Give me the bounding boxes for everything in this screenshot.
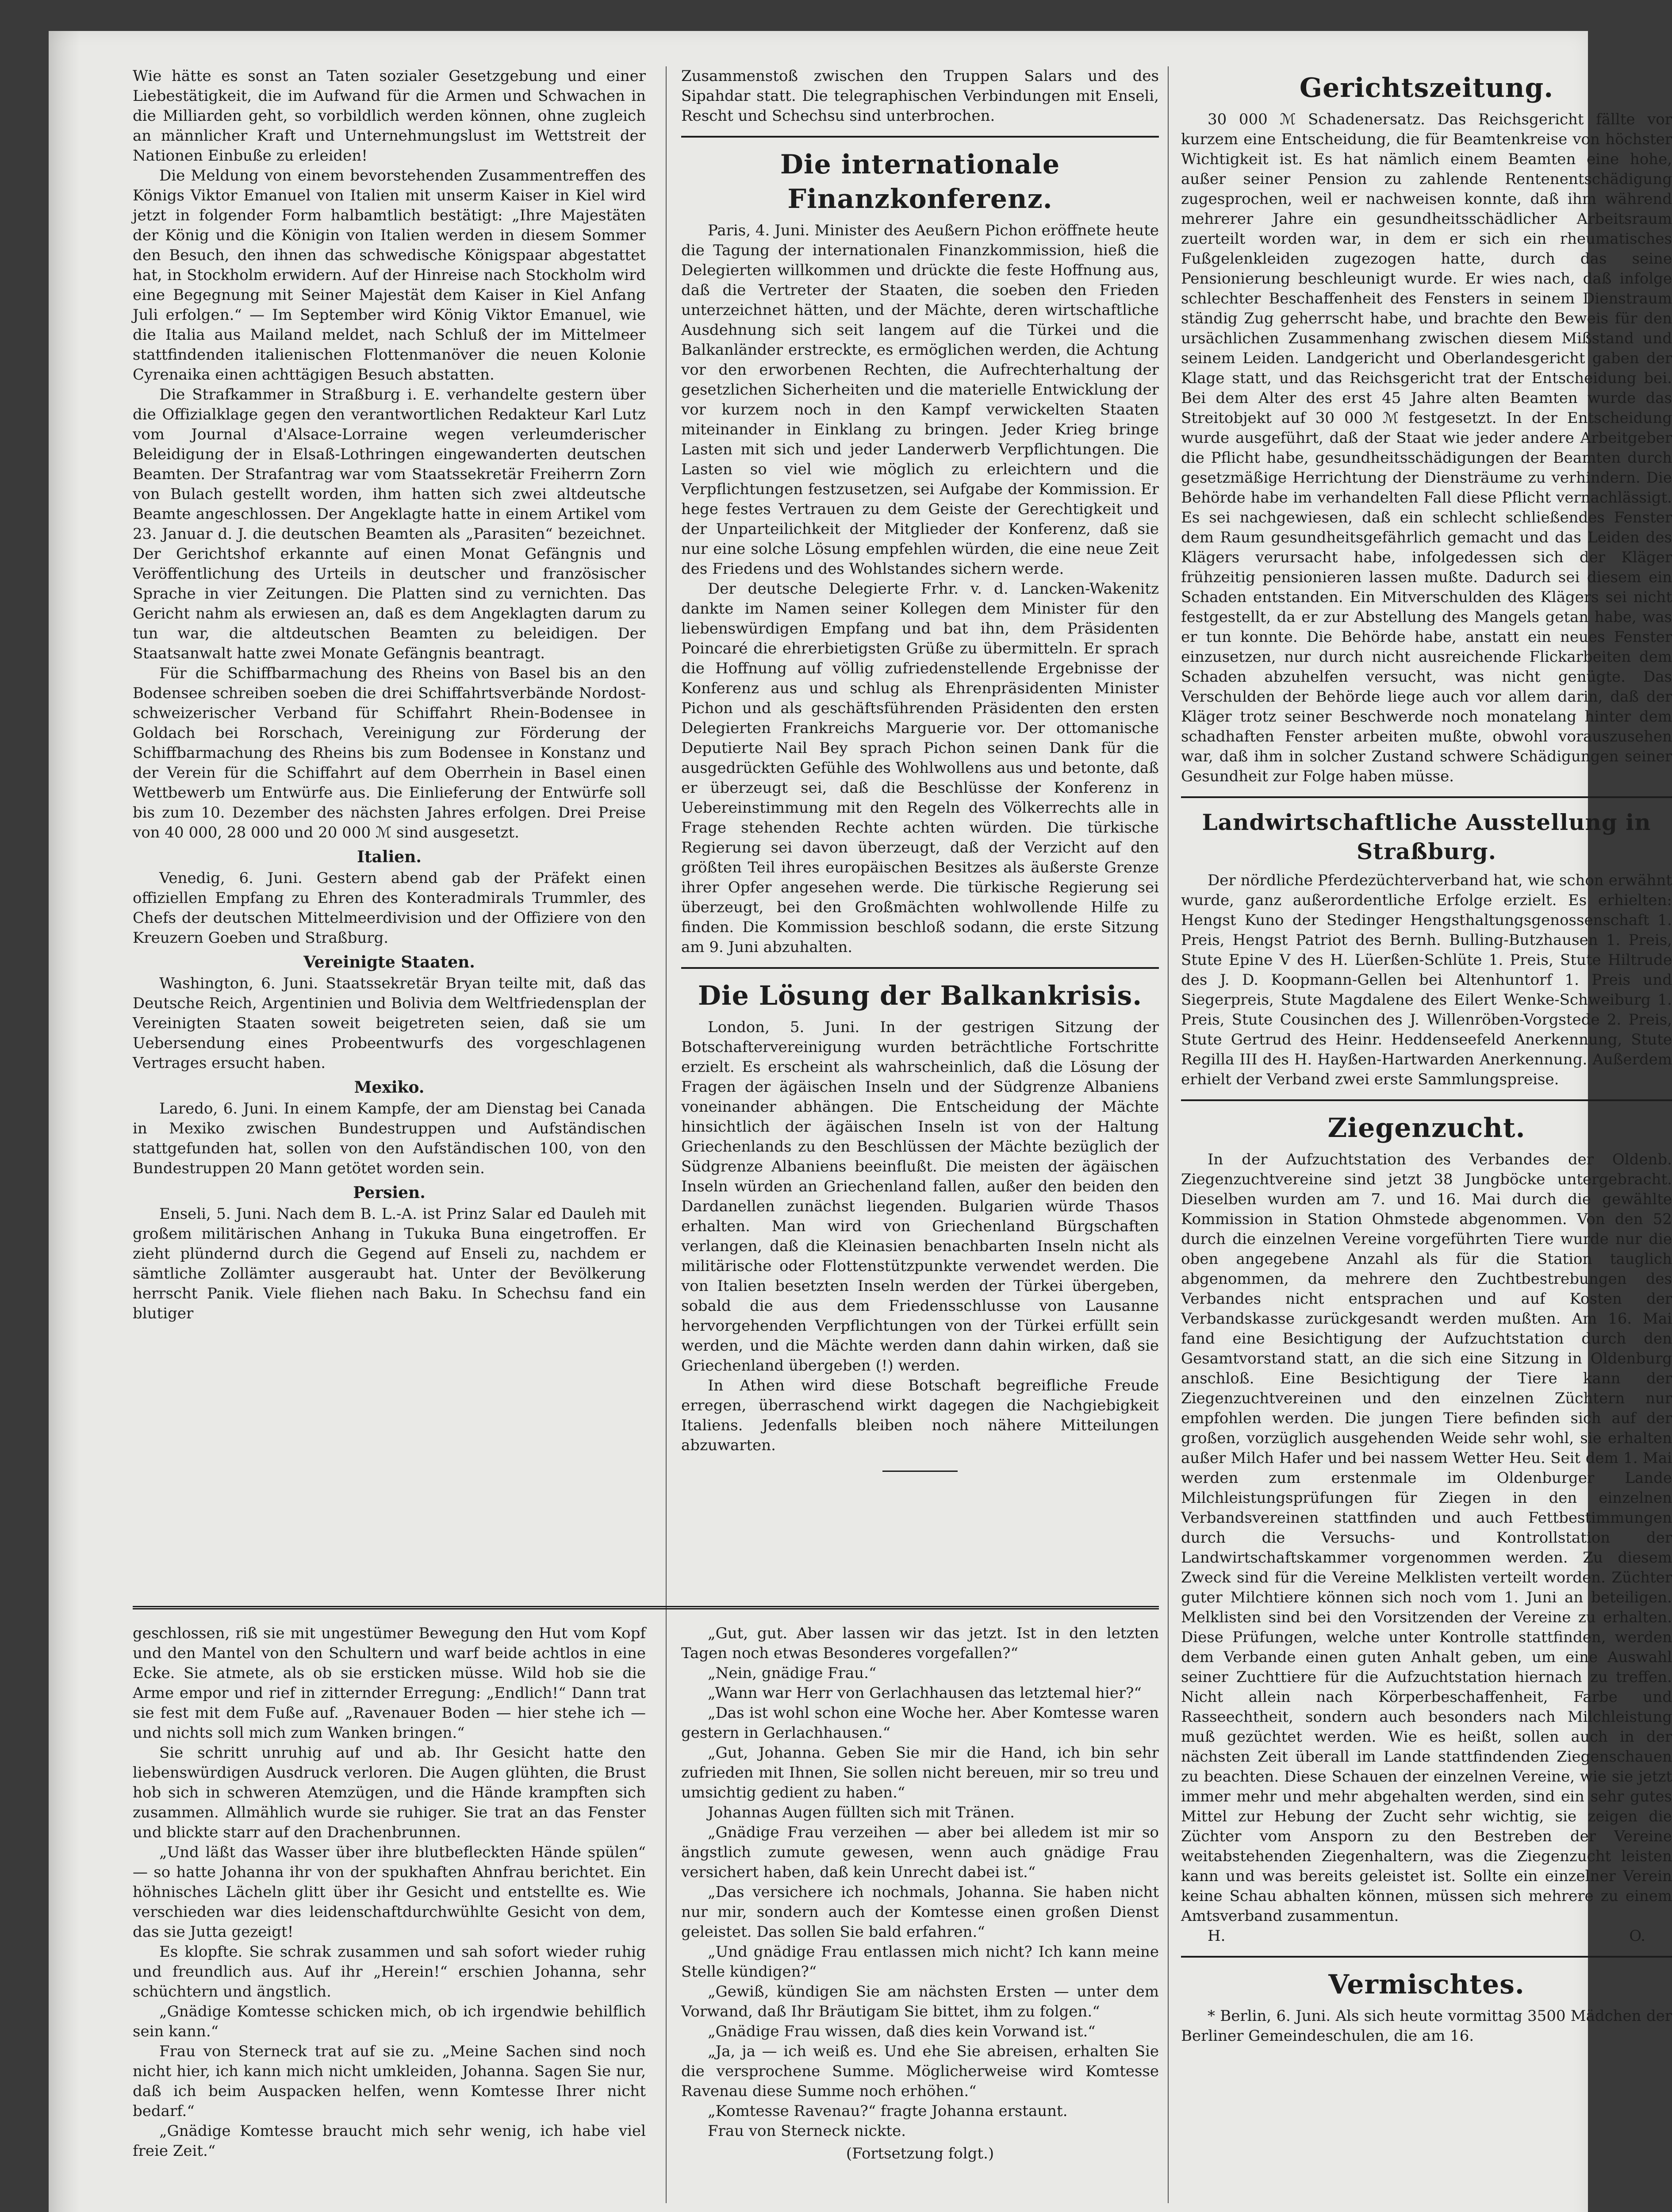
article-headline: Die Lösung der Balkankrisis. (698, 980, 1143, 1011)
paragraph: Laredo, 6. Juni. In einem Kampfe, der am Dienstag bei Canada in Mexiko zwischen Bundestruppen und Aufständischen stattgefunden hat, sollen von den Aufständischen 100, von den Bundestruppen 20 Mann getötet worden sein. (133, 1100, 646, 1177)
paragraph: Für die Schiffbarmachung des Rheins von Basel bis an den Bodensee schreiben soeben die drei Schiffahrtsverbände Nordost-schweizerischer Verband für Schiffahrt Rhein-Bodensee in Goldach bei Rorschach, Vereinigung zur Förderung der Schiffbarmachung des Rheins bis zum Bodensee in Konstanz und der Verein für die Schiffahrt auf dem Oberrhein in Basel einen Wettbewerb um Entwürfe aus. Die Einlieferung der Entwürfe soll bis zum 10. Dezember des nächsten Jahres erfolgen. Drei Preise von 40 000, 28 000 und 20 000 ℳ sind ausgesetzt. (133, 664, 646, 841)
paragraph: „Das versichere ich nochmals, Johanna. Sie haben nicht nur mir, sondern auch der Komtesse einen großen Dienst geleistet. Das sollen Sie bald erfahren.“ (681, 1883, 1159, 1941)
paragraph: Venedig, 6. Juni. Gestern abend gab der Präfekt einen offiziellen Empfang zu Ehren des Konteradmirals Trummler, des Chefs der deutschen Mittelmeerdivision und der Offiziere von den Kreuzern Goeben und Straßburg. (133, 869, 646, 947)
section-rule (681, 967, 1159, 969)
paragraph: „Nein, gnädige Frau.“ (708, 1664, 877, 1682)
column-1 (133, 66, 646, 1601)
paragraph: London, 5. Juni. In der gestrigen Sitzung der Botschaftervereinigung wurden beträchtliche Fortschritte erzielt. Es erscheint als wahrscheinlich, daß die Lösung der Fragen der ägäischen Inseln und der Südgrenze Albaniens voneinander abhängen. Die Entscheidung der Mächte hinsichtlich der ägäischen Inseln ist von der Haltung Griechenlands zu den Beschlüssen der Mächte bezüglich der Südgrenze Albaniens beeinflußt. Die meisten der ägäischen Inseln würden an Griechenland fallen, außer den beiden den Dardanellen zunächst liegenden. Bulgarien würde Thasos erhalten. Man wird von Griechenland Bürgschaften verlangen, daß die Kleinasien benachbarten Inseln nicht als militärische oder Flottenstützpunkte verwendet werden. Die von Italien besetzten Inseln werden der Türkei übergeben, sobald die aus dem Friedensschlusse von Lausanne hervorgehenden Verpflichtungen von der Türkei erfüllt sein werden, und die Mächte werden dann dahin wirken, daß sie Griechenland übergeben (!) werden. (681, 1018, 1159, 1375)
column-2 (681, 66, 1159, 1487)
paragraph: Es klopfte. Sie schrak zusammen und sah sofort wieder ruhig und freundlich aus. Auf ihr „Herein!“ erschien Johanna, sehr schüchtern und ängstlich. (133, 1943, 646, 2001)
signature-line (1181, 1926, 1672, 1946)
end-rule (882, 1471, 958, 1472)
paragraph: Paris, 4. Juni. Minister des Aeußern Pichon eröffnete heute die Tagung der internationalen Finanzkommission, hieß die Delegierten willkommen und drückte die feste Hoffnung aus, daß die Vertreter der Staaten, die soeben den Frieden unterzeichnet hätten, und der Mächte, deren wirtschaftliche Ausdehnung sich seit langem auf die Türkei und die Balkanländer erstreckte, es ermöglichen werden, die Achtung vor den erworbenen Rechten, die Aufrechterhaltung der gesetzlichen Sicherheiten und die materielle Entwicklung der vor kurzem noch in den Kampf verwickelten Staaten miteinander in Einklang zu bringen. Jeder Krieg bringe Lasten mit sich und jeder Landerwerb Verpflichtungen. Die Lasten so viel wie möglich zu erleichtern und die Verpflichtungen festzusetzen, sei Aufgabe der Kommission. Er hege festes Vertrauen zu dem Geiste der Gerechtigkeit und der Unparteilichkeit der Mitglieder der Konferenz, daß sie nur eine solche Lösung empfehlen würden, die eine neue Zeit des Friedens und des Wohlstandes sichern werde. (681, 222, 1159, 578)
newspaper-page (49, 31, 1672, 2212)
signature-right: O. (1629, 1927, 1645, 1945)
paragraph: In der Aufzuchtstation des Verbandes der Oldenb. Ziegenzuchtvereine sind jetzt 38 Jungböcke untergebracht. Dieselben wurden am 7. und 16. Mai durch die gewählte Kommission in Station Ohmstede abgenommen. Von den 52 durch die einzelnen Vereine vorgeführten Tiere wurde nur die oben angegebene Anzahl als für die Station tauglich abgenommen, da mehrere den Zuchtbestrebungen des Verbandes nicht entsprachen und auf Kosten der Verbandskasse zurückgesandt werden mußten. Am 16. Mai fand eine Besichtigung der Aufzuchtstation durch den Gesamtvorstand statt, an die sich eine Sitzung in Oldenburg anschloß. Eine Besichtigung der Tiere kann der Ziegenzuchtvereinen und den einzelnen Züchtern nur empfohlen werden. Die jungen Tiere befinden sich auf der großen, vorzüglich ausgehenden Weide sehr wohl, sie erhalten außer Milch Hafer und bei nassem Wetter Heu. Seit dem 1. Mai werden zum erstenmale im Oldenburger Lande Milchleistungsprüfungen für Ziegen in den einzelnen Verbandsvereinen stattfinden und auch Fettbestimmungen durch die Versuchs- und Kontrollstation der Landwirtschaftskammer vorgenommen werden. Zu diesem Zweck sind für die Vereine Melklisten verteilt worden. Züchter guter Milchtiere können sich noch vom 1. Juni an beteiligen. Melklisten sind bei den Vorsitzenden der Vereine zu erhalten. Diese Prüfungen, welche unter Kontrolle stattfinden, werden dem Verbande einen guten Anhalt geben, um eine Auswahl seiner Zuchttiere für die Aufzuchtstation hiernach zu treffen. Nicht allein nach Körperbeschaffenheit, Farbe und Rasseechtheit, sondern auch besonders nach Milchleistung muß gezüchtet werden. Wie es heißt, sollen auch in der nächsten Zeit überall im Lande stattfindenden Ziegenschauen zu beachten. Diese Schauen der einzelnen Vereine, wie sie jetzt immer mehr und mehr abgehalten werden, sind ein sehr gutes Mittel zur Hebung der Zucht sehr wichtig, sie zeigen die Züchter vom Ansporn zu den Bestreben der Vereine weitabstehenden Ziegenhaltern, was die Ziegenzucht leisten kann und was bereits geleistet ist. Sollte ein einzelner Verein keine Schau abhalten können, müssen sich mehrere zu einem Amtsverband zusammentun. (1181, 1151, 1672, 1925)
paragraph: „Gewiß, kündigen Sie am nächsten Ersten — unter dem Vorwand, daß Ihr Bräutigam Sie bittet, ihm zu folgen.“ (681, 1983, 1159, 2020)
paragraph: In Athen wird diese Botschaft begreifliche Freude erregen, überraschend wirkt dagegen die Nachgiebigkeit Italiens. Jedenfalls bleiben noch nähere Mitteilungen abzuwarten. (681, 1377, 1159, 1454)
paragraph: „Gut, gut. Aber lassen wir das jetzt. Ist in den letzten Tagen noch etwas Besonderes vorgefallen?“ (681, 1624, 1159, 1662)
paragraph: Enseli, 5. Juni. Nach dem B. L.-A. ist Prinz Salar ed Dauleh mit großem militärischen Anhang in Tukuka Buna eingetroffen. Er zieht plündernd durch die Gegend auf Enseli zu, nachdem er sämtliche Zollämter ausgeraubt hat. Unter der Bevölkerung herrscht Panik. Viele fliehen nach Baku. In Schechsu fand ein blutiger (133, 1205, 646, 1322)
paragraph: Zusammenstoß zwischen den Truppen Salars und des Sipahdar statt. Die telegraphischen Verbindungen mit Enseli, Rescht und Schechsu sind unterbrochen. (681, 67, 1159, 125)
paragraph: Der nördliche Pferdezüchterverband hat, wie schon erwähnt wurde, ganz außerordentliche Erfolge erzielt. Es erhielten: Hengst Kuno der Stedinger Hengsthaltungsgenossenschaft 1. Preis, Hengst Patriot des Bernh. Bulling-Butzhausen 1. Preis, Stute Epine V des H. Lüerßen-Schlüte 1. Preis, Stute Hiltrude des J. D. Koopmann-Gellen bei Altenhuntorf 1. Preis und Siegerpreis, Stute Magdalene des Eilert Wenke-Schweiburg 1. Preis, Stute Cousinchen des J. Willenröben-Vorgstede 2. Preis, Stute Gertrud des Heinr. Heddenseefeld Anerkennung, Stute Regilla III des H. Hayßen-Hartwarden Anerkennung. Außerdem erhielt der Verband zwei erste Sammlungspreise. (1181, 872, 1672, 1088)
section-subhead: Mexiko. (354, 1078, 425, 1097)
section-headline: Landwirtschaftliche Ausstellung in Straßburg. (1202, 809, 1651, 864)
section-subhead: Italien. (357, 848, 422, 866)
article-headline: Die internationale Finanzkonferenz. (780, 149, 1060, 215)
feuilleton-left (133, 1624, 646, 2161)
page-fold-shadow (49, 31, 80, 2212)
paragraph: „Und gnädige Frau entlassen mich nicht? Ich kann meine Stelle kündigen?“ (681, 1943, 1159, 1981)
paragraph: „Gnädige Komtesse schicken mich, ob ich irgendwie behilflich sein kann.“ (133, 2003, 646, 2040)
section-rule (681, 136, 1159, 138)
section-rule (1181, 1956, 1672, 1958)
paragraph: „Gnädige Frau wissen, daß dies kein Vorwand ist.“ (708, 2023, 1096, 2040)
paragraph: Frau von Sterneck nickte. (708, 2122, 906, 2140)
paragraph: „Gnädige Frau verzeihen — aber bei alledem ist mir so ängstlich zumute gewesen, wenn auch gnädige Frau versichert haben, daß kein Unrecht dabei ist.“ (681, 1824, 1159, 1881)
paragraph: „Ja, ja — ich weiß es. Und ehe Sie abreisen, erhalten Sie die versprochene Summe. Möglicherweise wird Komtesse Ravenau diese Summe noch erhöhen.“ (681, 2043, 1159, 2100)
section-headline: Vermischtes. (1328, 1969, 1525, 2000)
section-headline: Ziegenzucht. (1327, 1113, 1526, 1144)
column-3 (1181, 66, 1672, 2046)
paragraph: „Wann war Herr von Gerlachhausen das letztemal hier?“ (708, 1684, 1142, 1702)
paragraph: „Gut, Johanna. Geben Sie mir die Hand, ich bin sehr zufrieden mit Ihnen, Sie sollen nicht bereuen, mir so treu und umsichtig gedient zu haben.“ (681, 1744, 1159, 1801)
column-separator (1168, 66, 1169, 2203)
section-rule (1181, 1099, 1672, 1101)
section-rule (1181, 796, 1672, 798)
paragraph: Der deutsche Delegierte Frhr. v. d. Lancken-Wakenitz dankte im Namen seiner Kollegen dem Minister für den liebenswürdigen Empfang und bat ihn, dem Präsidenten Poincaré die ehrerbietigsten Grüße zu übermitteln. Er sprach die Hoffnung auf völlig zufriedenstellende Ergebnisse der Konferenz aus und schlug als Ehrenpräsidenten Minister Pichon und als geschäftsführenden Präsidenten den ersten Delegierten Frankreichs Marguerie vor. Der ottomanische Deputierte Nail Bey sprach Pichon seinen Dank für die ausgedrückten Gefühle des Wohlwollens aus und betonte, daß er überzeugt sei, daß die Beschlüsse der Konferenz in Uebereinstimmung mit den Regeln des Völkerrechts alle in Frage stehenden Rechte achten würden. Die türkische Regierung sei davon überzeugt, daß der Verzicht auf den größten Teil ihres europäischen Besitzes als äußerste Grenze ihrer Opfer angesehen werde. Die türkische Regierung sei überzeugt, bei den Großmächten wohlwollende Hilfe zu finden. Die Kommission beschloß sodann, die erste Sitzung am 9. Juni abzuhalten. (681, 580, 1159, 956)
paragraph: „Das ist wohl schon eine Woche her. Aber Komtesse waren gestern in Gerlachhausen.“ (681, 1704, 1159, 1742)
section-subhead: Persien. (353, 1183, 426, 1202)
paragraph: Die Meldung von einem bevorstehenden Zusammentreffen des Königs Viktor Emanuel von Italien mit unserm Kaiser in Kiel wird jetzt in folgender Form halbamtlich bestätigt: „Ihre Majestäten der König und die Königin von Italien werden in diesem Sommer den Besuch, den ihnen das schwedische Königspaar abgestattet hat, in Stockholm erwidern. Auf der Hinreise nach Stockholm wird eine Begegnung mit Seiner Majestät dem Kaiser in Kiel Anfang Juli erfolgen.“ — Im September wird König Viktor Emanuel, wie die Italia aus Mailand meldet, nach Schluß der im Mittelmeer stattfindenden italienischen Flottenmanöver die neuen Kolonie Cyrenaika einen achttägigen Besuch abstatten. (133, 167, 646, 384)
paragraph: Frau von Sterneck trat auf sie zu. „Meine Sachen sind noch nicht hier, ich kann mich nicht umkleiden, Johanna. Sagen Sie nur, daß ich beim Auspacken helfen, wenn Komtesse Ihrer nicht bedarf.“ (133, 2043, 646, 2120)
feuilleton-rule (133, 1606, 1159, 1609)
paragraph: * Berlin, 6. Juni. Als sich heute vormittag 3500 Mädchen der Berliner Gemeindeschulen, die am 16. (1181, 2007, 1672, 2045)
paragraph: Washington, 6. Juni. Staatssekretär Bryan teilte mit, daß das Deutsche Reich, Argentinien und Bolivia dem Weltfriedensplan der Vereinigten Staaten soweit beigetreten seien, daß sie um Uebersendung eines Probeentwurfs des vorgeschlagenen Vertrages ersucht haben. (133, 975, 646, 1072)
column-separator (666, 66, 667, 2203)
paragraph: Johannas Augen füllten sich mit Tränen. (708, 1804, 1015, 1821)
paragraph: geschlossen, riß sie mit ungestümer Bewegung den Hut vom Kopf und den Mantel von den Schultern und warf beide achtlos in eine Ecke. Sie atmete, als ob sie ersticken müsse. Wild hob sie die Arme empor und rief in zitternder Erregung: „Endlich!“ Dann trat sie fest mit dem Fuße auf. „Ravenauer Boden — hier stehe ich — und nichts soll mich zum Wanken bringen.“ (133, 1624, 646, 1742)
section-subhead: Vereinigte Staaten. (303, 953, 475, 972)
feuilleton-right (681, 1624, 1159, 2164)
paragraph: „Komtesse Ravenau?“ fragte Johanna erstaunt. (708, 2102, 1068, 2120)
paragraph: Die Strafkammer in Straßburg i. E. verhandelte gestern über die Offizialklage gegen den verantwortlichen Redakteur Karl Lutz vom Journal d'Alsace-Lorraine wegen verleumderischer Beleidigung der in Elsaß-Lothringen eingewanderten deutschen Beamten. Der Strafantrag war vom Staatssekretär Freiherrn Zorn von Bulach gestellt worden, ihm hatten sich zwei altdeutsche Beamte angeschlossen. Der Angeklagte hatte in einem Artikel vom 23. Januar d. J. die deutschen Beamten als „Parasiten“ bezeichnet. Der Gerichtshof erkannte auf einen Monat Gefängnis und Veröffentlichung des Urteils in deutscher und französischer Sprache in vier Zeitungen. Die Platten sind zu vernichten. Das Gericht nahm als erwiesen an, daß es dem Angeklagten darum zu tun war, die altdeutschen Beamten zu beleidigen. Der Staatsanwalt hatte zwei Monate Gefängnis beantragt. (133, 386, 646, 662)
to-be-continued: (Fortsetzung folgt.) (846, 2145, 994, 2162)
paragraph: „Und läßt das Wasser über ihre blutbefleckten Hände spülen“ — so hatte Johanna ihr von der spukhaften Ahnfrau berichtet. Ein höhnisches Lächeln glitt über ihr Gesicht und entstellte es. Wie verschieden war dies leidenschaftdurchwühlte Gesicht von dem, das sie Jutta gezeigt! (133, 1843, 646, 1941)
paragraph: „Gnädige Komtesse braucht mich sehr wenig, ich habe viel freie Zeit.“ (133, 2122, 646, 2160)
paragraph: Wie hätte es sonst an Taten sozialer Gesetzgebung und einer Liebestätigkeit, die im Aufwand für die Armen und Schwachen in die Milliarden geht, so vorbildlich werden können, ohne zugleich an männlicher Kraft und Unternehmungslust im Wettstreit der Nationen Einbuße zu erleiden! (133, 67, 646, 165)
section-headline: Gerichtszeitung. (1299, 73, 1554, 104)
paragraph: 30 000 ℳ Schadenersatz. Das Reichsgericht fällte vor kurzem eine Entscheidung, die für Beamtenkreise von höchster Wichtigkeit ist. Es hat nämlich einem Beamten eine hohe, außer seiner Pension zu zahlende Rentenentschädigung zugesprochen, weil er nachweisen konnte, daß ihm während mehrerer Jahre ein gesundheitsschädlicher Arbeitsraum zuerteilt worden war, in dem er sich ein rheumatisches Fußgelenkleiden zugezogen hatte, durch das seine Pensionierung beschleunigt wurde. Er wies nach, daß infolge schlechter Beschaffenheit des Fensters in seinem Dienstraum ständig Zug geherrscht habe, und brachte den Beweis für den ursächlichen Zusammenhang zwischen diesem Mißstand und seinem Leiden. Landgericht und Oberlandesgericht gaben der Klage statt, und das Reichsgericht trat der Entscheidung bei. Bei dem Alter des erst 45 Jahre alten Beamten wurde das Streitobjekt auf 30 000 ℳ festgesetzt. In der Entscheidung wurde ausgeführt, daß der Staat wie jeder andere Arbeitgeber die Pflicht habe, gesundheitsschädigungen der Beamten durch gesetzmäßige Herrichtung der Diensträume zu verhindern. Die Behörde habe im verhandelten Fall diese Pflicht vernachlässigt. Es sei nachgewiesen, daß ein schlecht schließendes Fenster dem Raum gesundheitsgefährlich gemacht und das Leiden des Klägers verursacht habe, infolgedessen sich der Kläger frühzeitig pensionieren lassen mußte. Dadurch sei diesem ein Schaden entstanden. Ein Mitverschulden des Klägers sei nicht festgestellt, da er zur Abstellung des Mangels getan habe, was er tun konnte. Die Behörde habe, anstatt ein neues Fenster einzusetzen, nur durch nicht ausreichende Flickarbeiten dem Schaden abzuhelfen versucht, was nicht genügte. Das Verschulden der Behörde liege auch vor allem darin, daß der Kläger trotz seiner Beschwerde noch monatelang hinter dem schadhaften Fenster arbeiten mußte, obwohl vorauszusehen war, daß ihm in solcher Zustand schwere Schädigungen seiner Gesundheit zur Folge haben müsse. (1181, 111, 1672, 785)
signature-left: H. (1208, 1927, 1226, 1945)
paragraph: Sie schritt unruhig auf und ab. Ihr Gesicht hatte den liebenswürdigen Ausdruck verloren. Die Augen glühten, die Brust hob sich in schweren Atemzügen, und die Hände krampften sich zusammen. Allmählich wurde sie ruhiger. Sie trat an das Fenster und blickte starr auf den Drachenbrunnen. (133, 1744, 646, 1841)
